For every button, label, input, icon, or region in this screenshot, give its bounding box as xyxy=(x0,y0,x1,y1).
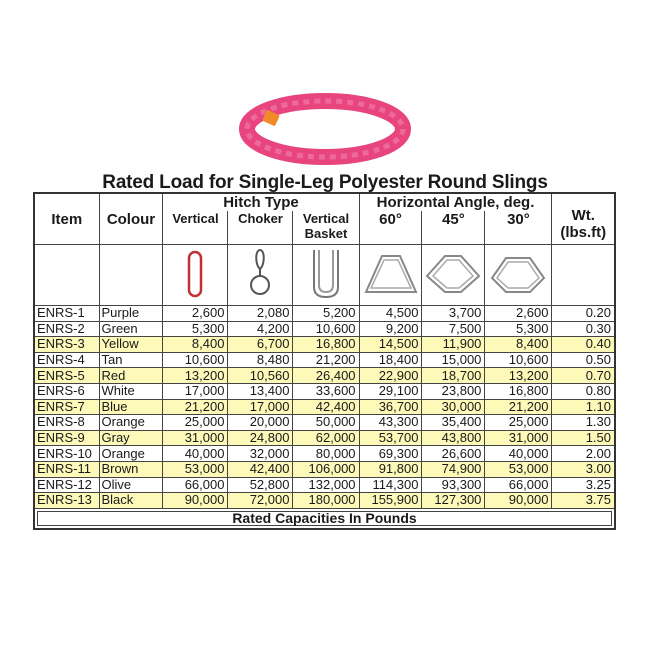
vertical-cell: 40,000 xyxy=(163,446,228,462)
header-hitch-type: Hitch Type xyxy=(163,193,359,211)
weight-cell: 0.30 xyxy=(552,321,615,337)
angle-45-cell: 30,000 xyxy=(422,399,485,415)
table-row xyxy=(34,477,615,493)
angle-60-cell: 114,300 xyxy=(359,477,422,493)
chart-title: Rated Load for Single-Leg Polyester Round Slings xyxy=(102,172,548,193)
item-cell: ENRS-5 xyxy=(34,368,99,384)
basket-cell: 180,000 xyxy=(293,493,359,509)
weight-cell: 3.00 xyxy=(552,461,615,477)
header-item: Item xyxy=(34,193,99,245)
angle-30-cell: 21,200 xyxy=(485,399,552,415)
angle-60-cell: 4,500 xyxy=(359,306,422,322)
colour-cell: Yellow xyxy=(99,337,163,353)
weight-cell: 3.25 xyxy=(552,477,615,493)
table-row xyxy=(34,321,615,337)
item-cell: ENRS-2 xyxy=(34,321,99,337)
angle-45-cell: 11,900 xyxy=(422,337,485,353)
angle-45-cell: 7,500 xyxy=(422,321,485,337)
angle-30-cell: 25,000 xyxy=(485,415,552,431)
item-cell: ENRS-6 xyxy=(34,383,99,399)
basket-cell: 42,400 xyxy=(293,399,359,415)
angle-60-cell: 22,900 xyxy=(359,368,422,384)
colour-cell: Orange xyxy=(99,415,163,431)
angle-60-cell: 14,500 xyxy=(359,337,422,353)
weight-cell: 1.30 xyxy=(552,415,615,431)
angle-45-cell: 74,900 xyxy=(422,461,485,477)
choker-cell: 4,200 xyxy=(228,321,293,337)
item-cell: ENRS-1 xyxy=(34,306,99,322)
basket-cell: 33,600 xyxy=(293,383,359,399)
angle-45-cell: 23,800 xyxy=(422,383,485,399)
angle-30-cell: 10,600 xyxy=(485,352,552,368)
angle-45-cell: 3,700 xyxy=(422,306,485,322)
choker-cell: 52,800 xyxy=(228,477,293,493)
header-horizontal-angle: Horizontal Angle, deg. xyxy=(359,193,552,211)
vertical-hitch-icon xyxy=(163,245,228,306)
table-row xyxy=(34,383,615,399)
table-footer: Rated Capacities In Pounds xyxy=(34,508,615,529)
icon-cell-empty xyxy=(552,245,615,306)
angle-30-cell: 40,000 xyxy=(485,446,552,462)
item-cell: ENRS-12 xyxy=(34,477,99,493)
vertical-cell: 90,000 xyxy=(163,493,228,509)
angle-60-cell: 91,800 xyxy=(359,461,422,477)
colour-cell: Brown xyxy=(99,461,163,477)
item-cell: ENRS-11 xyxy=(34,461,99,477)
vertical-cell: 13,200 xyxy=(163,368,228,384)
colour-cell: Olive xyxy=(99,477,163,493)
angle-30-cell: 16,800 xyxy=(485,383,552,399)
table-row xyxy=(34,415,615,431)
angle-60-cell: 53,700 xyxy=(359,430,422,446)
icon-cell-empty xyxy=(99,245,163,306)
item-cell: ENRS-7 xyxy=(34,399,99,415)
header-angle-30: 30° xyxy=(485,211,552,245)
colour-cell: Purple xyxy=(99,306,163,322)
angle-30-cell: 53,000 xyxy=(485,461,552,477)
weight-cell: 1.10 xyxy=(552,399,615,415)
angle-60-cell: 18,400 xyxy=(359,352,422,368)
basket-cell: 62,000 xyxy=(293,430,359,446)
basket-cell: 50,000 xyxy=(293,415,359,431)
colour-cell: White xyxy=(99,383,163,399)
vertical-cell: 25,000 xyxy=(163,415,228,431)
table-row xyxy=(34,306,615,322)
choker-cell: 13,400 xyxy=(228,383,293,399)
basket-cell: 21,200 xyxy=(293,352,359,368)
vertical-cell: 17,000 xyxy=(163,383,228,399)
angle-60-cell: 9,200 xyxy=(359,321,422,337)
choker-cell: 72,000 xyxy=(228,493,293,509)
choker-cell: 10,560 xyxy=(228,368,293,384)
table-row xyxy=(34,430,615,446)
angle-60-cell: 36,700 xyxy=(359,399,422,415)
angle-60-icon xyxy=(359,245,422,306)
angle-30-cell: 90,000 xyxy=(485,493,552,509)
vertical-cell: 66,000 xyxy=(163,477,228,493)
weight-cell: 3.75 xyxy=(552,493,615,509)
weight-cell: 0.70 xyxy=(552,368,615,384)
vertical-cell: 53,000 xyxy=(163,461,228,477)
header-colour: Colour xyxy=(99,193,163,245)
colour-cell: Black xyxy=(99,493,163,509)
angle-45-cell: 15,000 xyxy=(422,352,485,368)
icon-cell-empty xyxy=(34,245,99,306)
weight-cell: 0.20 xyxy=(552,306,615,322)
weight-cell: 0.40 xyxy=(552,337,615,353)
table-row xyxy=(34,352,615,368)
colour-cell: Red xyxy=(99,368,163,384)
table-body xyxy=(34,306,615,509)
vertical-cell: 2,600 xyxy=(163,306,228,322)
basket-cell: 26,400 xyxy=(293,368,359,384)
angle-45-cell: 93,300 xyxy=(422,477,485,493)
vertical-cell: 21,200 xyxy=(163,399,228,415)
weight-cell: 0.80 xyxy=(552,383,615,399)
basket-cell: 106,000 xyxy=(293,461,359,477)
weight-cell: 0.50 xyxy=(552,352,615,368)
angle-45-cell: 127,300 xyxy=(422,493,485,509)
item-cell: ENRS-10 xyxy=(34,446,99,462)
basket-cell: 10,600 xyxy=(293,321,359,337)
header-vertical-basket: Vertical Basket xyxy=(293,211,359,245)
table-row xyxy=(34,337,615,353)
table-row xyxy=(34,368,615,384)
basket-hitch-icon xyxy=(293,245,359,306)
colour-cell: Green xyxy=(99,321,163,337)
item-cell: ENRS-3 xyxy=(34,337,99,353)
colour-cell: Gray xyxy=(99,430,163,446)
header-vertical: Vertical xyxy=(163,211,228,245)
angle-30-cell: 66,000 xyxy=(485,477,552,493)
weight-cell: 2.00 xyxy=(552,446,615,462)
item-cell: ENRS-9 xyxy=(34,430,99,446)
vertical-cell: 5,300 xyxy=(163,321,228,337)
header-weight: Wt. (lbs.ft) xyxy=(552,193,615,245)
angle-45-cell: 18,700 xyxy=(422,368,485,384)
header-angle-45: 45° xyxy=(422,211,485,245)
vertical-cell: 10,600 xyxy=(163,352,228,368)
choker-cell: 2,080 xyxy=(228,306,293,322)
angle-30-cell: 2,600 xyxy=(485,306,552,322)
angle-30-cell: 13,200 xyxy=(485,368,552,384)
choker-cell: 20,000 xyxy=(228,415,293,431)
angle-45-cell: 43,800 xyxy=(422,430,485,446)
angle-60-cell: 43,300 xyxy=(359,415,422,431)
colour-cell: Tan xyxy=(99,352,163,368)
choker-cell: 42,400 xyxy=(228,461,293,477)
angle-30-icon xyxy=(485,245,552,306)
basket-cell: 80,000 xyxy=(293,446,359,462)
choker-cell: 24,800 xyxy=(228,430,293,446)
colour-cell: Orange xyxy=(99,446,163,462)
angle-45-cell: 35,400 xyxy=(422,415,485,431)
weight-cell: 1.50 xyxy=(552,430,615,446)
vertical-cell: 8,400 xyxy=(163,337,228,353)
sling-photo xyxy=(236,88,414,170)
item-cell: ENRS-13 xyxy=(34,493,99,509)
item-cell: ENRS-8 xyxy=(34,415,99,431)
angle-30-cell: 5,300 xyxy=(485,321,552,337)
basket-cell: 16,800 xyxy=(293,337,359,353)
table-row xyxy=(34,461,615,477)
table-row xyxy=(34,399,615,415)
angle-60-cell: 29,100 xyxy=(359,383,422,399)
angle-60-cell: 69,300 xyxy=(359,446,422,462)
choker-cell: 32,000 xyxy=(228,446,293,462)
header-choker: Choker xyxy=(228,211,293,245)
basket-cell: 132,000 xyxy=(293,477,359,493)
choker-cell: 8,480 xyxy=(228,352,293,368)
choker-cell: 6,700 xyxy=(228,337,293,353)
angle-45-icon xyxy=(422,245,485,306)
rated-load-table xyxy=(33,192,616,530)
header-angle-60: 60° xyxy=(359,211,422,245)
angle-30-cell: 8,400 xyxy=(485,337,552,353)
item-cell: ENRS-4 xyxy=(34,352,99,368)
vertical-cell: 31,000 xyxy=(163,430,228,446)
angle-45-cell: 26,600 xyxy=(422,446,485,462)
table-row xyxy=(34,446,615,462)
angle-60-cell: 155,900 xyxy=(359,493,422,509)
basket-cell: 5,200 xyxy=(293,306,359,322)
angle-30-cell: 31,000 xyxy=(485,430,552,446)
table-row xyxy=(34,493,615,509)
colour-cell: Blue xyxy=(99,399,163,415)
choker-cell: 17,000 xyxy=(228,399,293,415)
choker-hitch-icon xyxy=(228,245,293,306)
